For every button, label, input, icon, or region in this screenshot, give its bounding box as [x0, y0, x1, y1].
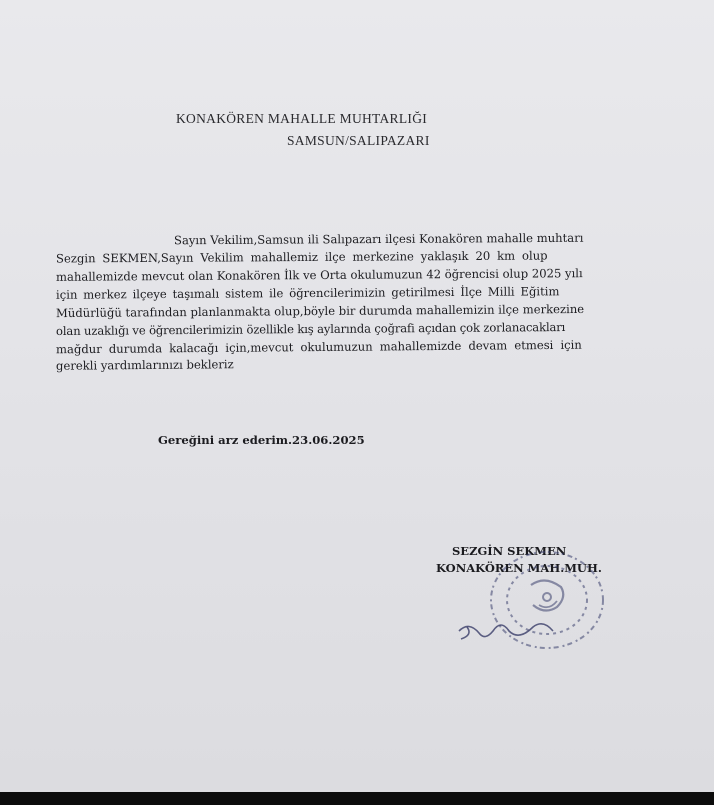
header-location: SAMSUN/SALIPAZARI — [287, 133, 430, 148]
body-line: Sayın Vekilim,Samsun ili Salıpazarı ilçesi Konakören mahalle muhtarı — [173, 230, 584, 248]
signature-title: KONAKÖREN MAH.MUH. — [436, 561, 602, 575]
body-line: gerekli yardımlarınızı bekleriz — [55, 357, 234, 373]
signature-name: SEZGİN SEKMEN — [452, 544, 567, 558]
body-line: Müdürlüğü tarafından planlanmakta olup,böyle bir durumda mahallemizin ilçe merkezine — [55, 301, 585, 321]
body-line: olan uzaklığı ve öğrencilerimizin özellikle kış aylarında çoğrafi açıdan çok zorlanacakları — [55, 320, 566, 338]
body-line: Sezgin SEKMEN,Sayın Vekilim mahallemiz ilçe merkezine yaklaşık 20 km olup — [55, 248, 548, 266]
body-line: için merkez ilçeye taşımalı sistem ile öğrencilerimizin getirilmesi İlçe Milli Eğitim — [55, 284, 560, 302]
official-stamp — [455, 545, 615, 655]
body-line: mahallemizde mevcut olan Konakören İlk ve Orta okulumuzun 42 öğrencisi olup 2025 yılı — [55, 266, 583, 284]
bottom-edge — [0, 792, 714, 805]
body-line: mağdur durumda kalacağı için,mevcut okulumuzun mahallemizde devam etmesi için — [55, 337, 582, 357]
closing-line: Gereğini arz ederim.23.06.2025 — [158, 433, 365, 447]
header-title: KONAKÖREN MAHALLE MUHTARLIĞI — [176, 111, 428, 126]
